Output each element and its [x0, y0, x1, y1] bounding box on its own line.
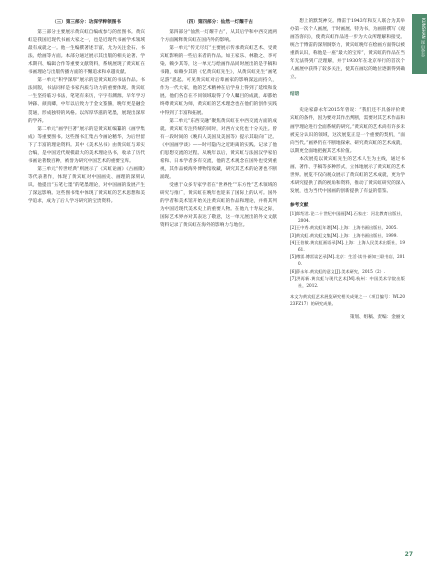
body-paragraph: 想上的默契神交。傅雷于1943年和友人联合为其举办第一次个人画展，于时画展、特为书，为画册撰写《观画答客问》，使黄宾虹作品进一步为大众所理解和接受。统合于傅雷的深刻洞察力，黄宾虹晚年在绘画方面得以被重新认识，称他是一座“最大的宝库”，黄宾虹的作品在当年无法得到广泛理解，并于1930年在北京举行的首次个人画展中获得了较多关注，使其在画坛的地位逐渐得到确立。 [290, 19, 405, 81]
body-paragraph: 史论家薛永年2015年曾说：“我们还不具备评价黄宾虹的条件，因为要对其作出判断，需要对其艺术作品和画学理论进行全面系统的研究。”黄宾虹的艺术尚有许多未被充分认识的领域，这次展览正是一个重要的契机，“面向当代。”画界仍在不断地探索、研究黄宾虹的艺术成就，以期更全面地把握其艺术价值。 [290, 108, 405, 154]
column-middle [160, 18, 277, 230]
reference-item: [4]王伯敏.黄宾虹画语录[M].上海：上海人民美术出版社，1961. [290, 239, 405, 252]
section-heading: （三）第三部分：功深学粹领图书 [52, 20, 121, 25]
reference-item: [3]黄宾虹.黄宾虹文集[M].上海：上海书画出版社，1999. [290, 232, 398, 238]
reference-item: [5]傅雷.傅雷谈艺录[M].北京：生活·读书·新知三联书店，2010. [290, 254, 405, 267]
conclusion-heading: 结语 [290, 92, 300, 98]
references-heading: 参考文献 [290, 202, 309, 208]
reference-item: [7]洪再新.黄宾虹与现代艺术[M].杭州：中国美术学院出版社，2012. [290, 275, 405, 289]
body-paragraph: 第二单元“画学巨著”展示的是黄宾虹编纂的《画学集成》等重要图书。这些图书汇集古今画论精华，为后世留下了丰富的理论资料。其中《美术丛书》由黄宾虹与邓实合编，是中国近代规模最大的美术理论丛书，收录了历代书画论著数百种，被誉为研究中国艺术的重要宝库。 [28, 126, 145, 164]
column-left [28, 18, 145, 206]
body-paragraph: 本次展览以黄宾虹先生的艺术人生为主线，通过书画、著作、手稿等多种形式，立体地展示了黄宾虹的艺术世界。展览不仅向观众展示了黄宾虹的艺术成就，更为学术研究提供了新的视角和资料，推动了黄宾虹研究的深入发展，也为当代中国画的创新提供了有益的借鉴。 [290, 156, 405, 194]
column-right [290, 18, 405, 322]
section-heading: （四）第四部分：仙然一灯耀千古 [184, 20, 253, 25]
reference-item: [2]王中秀.黄宾虹年谱[M].上海：上海书画出版社，2005. [290, 225, 398, 231]
body-paragraph: 第四部分“仙然一灯耀千古”，从其后学和中西交流两个方面阐释黄宾虹在国内外的影响。 [160, 30, 277, 44]
editor-credit: 策划、组稿、责编：金丽文 [349, 314, 405, 320]
page-number: 27 [404, 551, 413, 558]
body-paragraph: 第三部分主要展示黄宾虹自编或参与的丝图书。黄宾虹是我国近现代书画大家之一，也是近现代书画学术领域最有成就之一。他一生编撰著述丰富，尤为关注金石、书法、绘画等方面。本部分通过展示其出版的相关论著、学术期刊、编辑合作等重要文献资料，系统展现了黄宾虹在书画理论与出版传播方面的不懈追求和卓越贡献。 [28, 30, 145, 76]
body-paragraph: 第二单元“东西交融”聚焦黄宾虹在中西交流方面的成就。黄宾虹专注传统的同时，对西方文化也十分关注。曾有一段时间的《晚归人美国及美国等》提示其取向广泛。《中国画学谈》——时可隐内之近距离的实践。记录了他们思想交流的过程。从晚年以后，黄宾虹与法国汉学家伯希和、日本学者多有交流，他的艺术观念在国外也受到重视，其作品被海外博物馆收藏，研究其艺术的论著也不断涌现。 [160, 118, 277, 180]
body-paragraph: 第一单元“传无尽灯”主要展示传承黄宾虹艺术、受黄宾虹影响的一些后来者的作品。如王家乐、林散之、李可染、赖少其等，这一单元与绘画作品同时展出的是手稿和书籍，如赖少其的《忆黄宾虹先生》，从黄宾虹先生“画笔记游”思起。可见黄宾虹对后辈画家的影响深远而持久，作为一代大家，他的艺术精神在后学身上得到了延续和发展。他们各自在不同领域取得了令人瞩目的成就，却都始终尊黄宾虹为师，黄宾虹的艺术理念也在他们的创作实践中得到了丰富和拓展。 [160, 46, 277, 116]
body-paragraph: 第一单元“积学深厚”展示的是黄宾虹的书法作品。书法同版，书法同样是书家内质与功力的重要体现。黄宾虹一生坚持临习书法，笔笔有来历，字字有渊源。早年学习钟繇、颜真卿，中年以后致力于金文篆籀，晚年更是融会贯通，形成独特的风格。以浑厚华滋的笔墨，展现出深厚的学养。 [28, 78, 145, 124]
body-paragraph: 受惠于众多专家学者在“世界性”“东方性”艺术领域的研究与推广，黄宾虹在晚年也迎来了国际上的认可。国外的学者和美术馆开始关注黄宾虹的作品和理论，并将其列为中国近现代美术史上的重要人物。在他九十寿辰之际，国际艺术界亦对其表达了敬意，这一单元展出的外文文献资料记录了黄宾虹在海外的影响力与地位。 [160, 182, 277, 229]
reference-item: [6]薛永年.黄宾虹的意义[J].美术研究，2015（2）. [290, 268, 386, 274]
reference-item: [1]郎绍君.论二十世纪中国画[M].石家庄：河北教育出版社，2004. [290, 210, 405, 224]
body-paragraph: 第三单元“传世经典”则展示了《宾虹论画》《古画微》等代表著作，体现了黄宾虹对中国画史、画理的深刻认识。他提出“五笔七墨”的笔墨理论，对中国画的发展产生了深远影响。这些图书集中体现了黄宾虹的艺术思想和美学追求，成为了后人学习研究的宝贵资料。 [28, 166, 145, 205]
section-tab-label: KUNSHAN 昆山杂志 [421, 18, 426, 57]
funding-note: 本文为黄宾虹艺术展览研究相关成果之一（项目编号：WL2023FZ17）的研究成果。 [290, 294, 405, 307]
